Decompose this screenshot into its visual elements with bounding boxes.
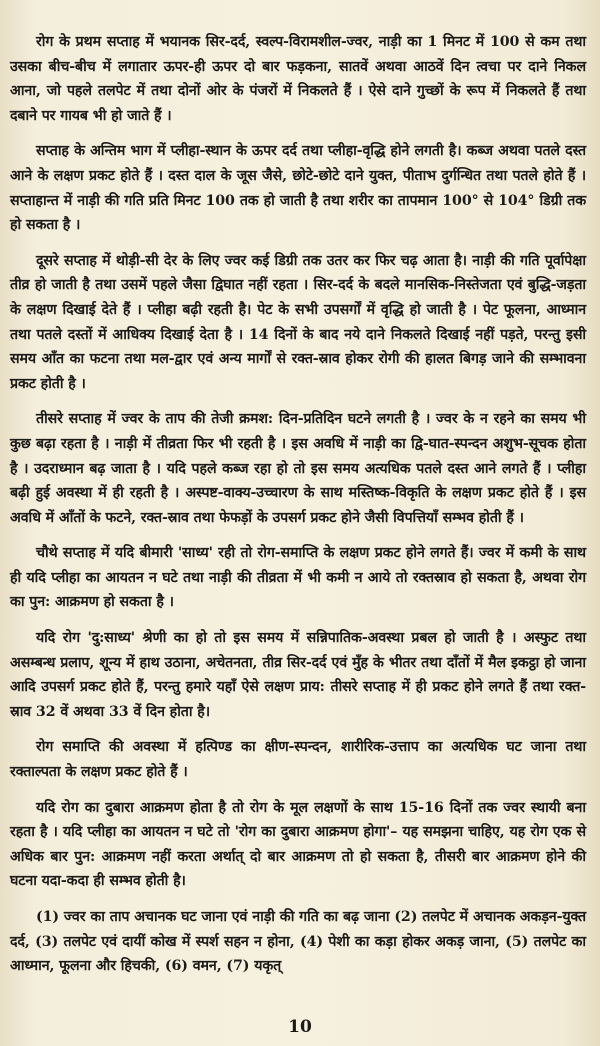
paragraph-week-one: रोग के प्रथम सप्ताह में भयानक सिर-दर्द, स्वल्प-विरामशील-ज्वर, नाड़ी का 1 मिनट में 100 से कम तथा उसका बीच-बीच में लगातार ऊपर-ही ऊपर दो बार फड़कना, सातवें अथवा आठवें दिन त्वचा पर दाने निकल आना, जो पहले तलपेट में तथा दोनों ओर के पंजरों में निकलते हैं । ऐसे दाने गुच्छों के रूप में निकलते हैं तथा दबाने पर गायब भी हो जाते हैं । — [10, 34, 586, 124]
paragraph-week-two: दूसरे सप्ताह में थोड़ी-सी देर के लिए ज्वर कई डिग्री तक उतर कर फिर चढ़ आता है। नाड़ी की गति पूर्वापेक्षा तीव्र हो जाती है तथा उसमें पहले जैसा द्विघात नहीं रहता । सिर-दर्द के बदले मानसिक-निस्तेजता एवं बुद्धि-जड़ता के लक्षण दिखाई देते हैं । प्लीहा बढ़ी रहती है। पेट के सभी उपसर्गों में वृद्धि हो जाती है । पेट फूलना, आध्मान तथा पतले दस्तों में आधिक्य दिखाई देता है । 14 दिनों के बाद नये दाने निकलते दिखाई नहीं पड़ते, परन्तु इसी समय आँत का फटना तथा मल-द्वार एवं अन्य मार्गों से रक्त-स्राव होकर रोगी की हालत बिगड़ जाने की सम्भावना प्रकट होती है । — [10, 252, 586, 392]
paragraph-recovery-stage: रोग समाप्ति की अवस्था में हत्पिण्ड का क्षीण-स्पन्दन, शारीरिक-उत्ताप का अत्यधिक घट जाना तथा रक्ताल्पता के लक्षण प्रकट होते हैं । — [10, 739, 586, 781]
paragraph-severe-stage: यदि रोग 'दु:साध्य' श्रेणी का हो तो इस समय में सन्निपातिक-अवस्था प्रबल हो जाती है । अस्फुट तथा असम्बन्ध प्रलाप, शून्य में हाथ उठाना, अचेतनता, तीव्र सिर-दर्द एवं मुँह के भीतर तथा दाँतों में मैल इकट्ठा हो जाना आदि उपसर्ग प्रकट होते हैं, परन्तु हमारे यहाँ ऐसे लक्षण प्राय: तीसरे सप्ताह में ही प्रकट होने लगते हैं तथा रक्त-स्राव 32 वें अथवा 33 वें दिन होता है। — [10, 630, 586, 720]
paragraph-complications-list: (1) ज्वर का ताप अचानक घट जाना एवं नाड़ी की गति का बढ़ जाना (2) तलपेट में अचानक अकड़न-युक्त दर्द, (3) तलपेट एवं दायीं कोख में स्पर्श सहन न होना, (4) पेशी का कड़ा होकर अकड़ जाना, (5) तलपेट का आध्मान, फूलना और हिचकी, (6) वमन, (7) यकृत् — [10, 909, 586, 975]
paragraph-relapse: यदि रोग का दुबारा आक्रमण होता है तो रोग के मूल लक्षणों के साथ 15-16 दिनों तक ज्वर स्थायी बना रहता है । यदि प्लीहा का आयतन न घटे तो 'रोग का दुबारा आक्रमण होगा'– यह समझना चाहिए, यह रोग एक से अधिक बार पुन: आक्रमण नहीं करता अर्थात् दो बार आक्रमण तो हो सकता है, तीसरी बार आक्रमण होने की घटना यदा-कदा ही सम्भव होती है। — [10, 799, 586, 890]
paragraph-week-three: तीसरे सप्ताह में ज्वर के ताप की तेजी क्रमश: दिन-प्रतिदिन घटने लगती है । ज्वर के न रहने का समय भी कुछ बढ़ा रहता है । नाड़ी में तीव्रता फिर भी रहती है । इस अवधि में नाड़ी का द्वि-घात-स्पन्दन अशुभ-सूचक होता है । उदराध्मान बढ़ जाता है । यदि पहले कब्ज रहा हो तो इस समय अत्यधिक पतले दस्त आने लगते हैं । प्लीहा बढ़ी हुई अवस्था में ही रहती है । अस्पष्ट-वाक्य-उच्चारण के साथ मस्तिष्क-विकृति के लक्षण प्रकट होते हैं । इस अवधि में आँतों के फटने, रक्त-स्राव तथा फेफड़ों के उपसर्ग प्रकट होने जैसी विपत्तियाँ सम्भव होती हैं । — [10, 411, 586, 526]
paragraph-week-one-end: सप्ताह के अन्तिम भाग में प्लीहा-स्थान के ऊपर दर्द तथा प्लीहा-वृद्धि होने लगती है। कब्ज अथवा पतले दस्त आने के लक्षण प्रकट होते हैं । दस्त दाल के जूस जैसे, छोटे-छोटे दाने युक्त, पीताभ दुर्गन्धित तथा पतले होते हैं । सप्ताहान्त में नाड़ी की गति प्रति मिनट 100 तक हो जाती है तथा शरीर का तापमान 100° से 104° डिग्री तक हो सकता है । — [10, 143, 586, 234]
page-number: 10 — [288, 1017, 312, 1037]
paragraph-week-four: चौथे सप्ताह में यदि बीमारी 'साध्य' रही तो रोग-समाप्ति के लक्षण प्रकट होने लगते हैं। ज्वर में कमी के साथ ही यदि प्लीहा का आयतन न घटे तथा नाड़ी की तीव्रता में भी कमी न आये तो रक्तस्राव हो सकता है, अथवा रोग का पुन: आक्रमण हो सकता है । — [10, 545, 586, 611]
